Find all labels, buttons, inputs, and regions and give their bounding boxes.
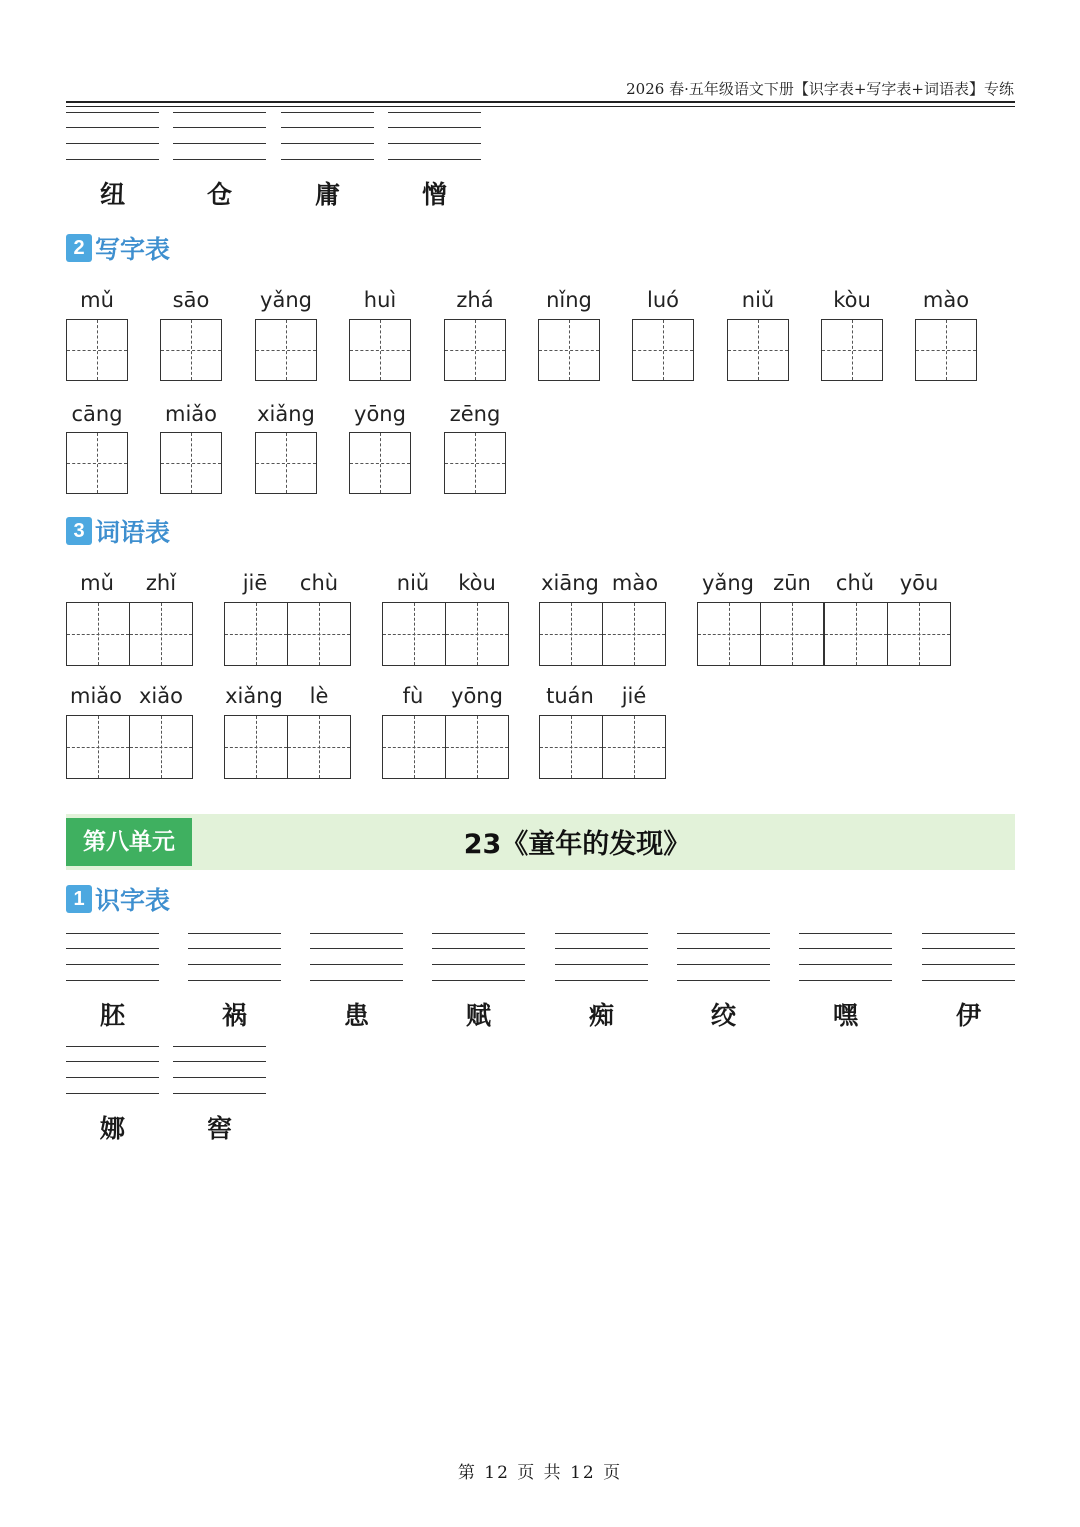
recognize-char: 憎 — [421, 180, 447, 209]
tianzige-box[interactable] — [255, 432, 317, 494]
pinyin-label: zhá — [456, 288, 494, 312]
pinyin-label: sāo — [172, 288, 210, 312]
pinyin-label: yōng — [451, 684, 503, 708]
pinyin-label: miǎo — [164, 402, 217, 426]
recognize-char: 痴 — [588, 1001, 614, 1030]
pinyin-label: zēng — [449, 402, 501, 426]
pinyin-label: tuán — [546, 684, 594, 708]
pinyin-label: mǔ — [80, 571, 114, 595]
pinyin-label: mào — [922, 288, 970, 312]
pinyin-lines — [281, 112, 374, 160]
tianzige-box[interactable] — [632, 319, 694, 381]
section-number: 2 — [66, 234, 92, 262]
tianzige-box[interactable] — [697, 602, 761, 666]
tianzige-box[interactable] — [224, 715, 288, 779]
pinyin-label: xiǎo — [139, 684, 183, 708]
tianzige-box[interactable] — [915, 319, 977, 381]
pinyin-label: yǎng — [702, 571, 754, 595]
recognize-char: 绞 — [710, 1001, 736, 1030]
pinyin-label: jiē — [242, 571, 268, 595]
recognize-char: 窖 — [206, 1114, 232, 1143]
pinyin-label: cāng — [71, 402, 123, 426]
tianzige-box[interactable] — [66, 319, 128, 381]
tianzige-box[interactable] — [129, 715, 193, 779]
pinyin-lines — [66, 933, 159, 981]
tianzige-box[interactable] — [287, 715, 351, 779]
pinyin-label: yōu — [899, 571, 939, 595]
tianzige-box[interactable] — [129, 602, 193, 666]
pinyin-label: nǐng — [546, 288, 592, 312]
pinyin-label: xiǎng — [225, 684, 283, 708]
tianzige-box[interactable] — [602, 715, 666, 779]
tianzige-box[interactable] — [255, 319, 317, 381]
header-rule-thin — [66, 106, 1015, 107]
tianzige-box[interactable] — [727, 319, 789, 381]
tianzige-box[interactable] — [444, 432, 506, 494]
tianzige-box[interactable] — [224, 602, 288, 666]
pinyin-lines — [432, 933, 525, 981]
tianzige-box[interactable] — [160, 319, 222, 381]
tianzige-box[interactable] — [349, 432, 411, 494]
tianzige-box[interactable] — [602, 602, 666, 666]
tianzige-box[interactable] — [287, 602, 351, 666]
pinyin-lines — [173, 1046, 266, 1094]
pinyin-label: xiāng — [541, 571, 599, 595]
recognize-char: 赋 — [465, 1001, 491, 1030]
pinyin-lines — [922, 933, 1015, 981]
pinyin-lines — [173, 112, 266, 160]
pinyin-label: xiǎng — [257, 402, 315, 426]
page-footer: 第 12 页 共 12 页 — [457, 1463, 623, 1483]
tianzige-box[interactable] — [821, 319, 883, 381]
tianzige-box[interactable] — [445, 602, 509, 666]
tianzige-box[interactable] — [444, 319, 506, 381]
header-rule-thick — [66, 101, 1015, 103]
pinyin-label: mào — [611, 571, 659, 595]
pinyin-lines — [66, 1046, 159, 1094]
pinyin-label: yōng — [354, 402, 406, 426]
section-number: 3 — [66, 517, 92, 545]
recognize-char: 嘿 — [832, 1001, 858, 1030]
recognize-char: 伊 — [955, 1001, 981, 1030]
section-heading-write — [66, 232, 170, 264]
pinyin-label: huì — [363, 288, 397, 312]
pinyin-label: luó — [647, 288, 679, 312]
tianzige-box[interactable] — [824, 602, 888, 666]
pinyin-label: jié — [621, 684, 647, 708]
recognize-char: 胚 — [99, 1001, 125, 1030]
section-title: 写字表 — [95, 235, 171, 264]
recognize-char: 庸 — [314, 180, 340, 209]
section-heading-words — [66, 515, 170, 547]
pinyin-lines — [388, 112, 481, 160]
pinyin-label: kòu — [458, 571, 496, 595]
pinyin-lines — [188, 933, 281, 981]
section-number: 1 — [66, 885, 92, 913]
tianzige-box[interactable] — [539, 715, 603, 779]
pinyin-label: zhǐ — [145, 571, 177, 595]
recognize-char: 纽 — [99, 180, 125, 209]
pinyin-lines — [310, 933, 403, 981]
pinyin-lines — [677, 933, 770, 981]
pinyin-label: chǔ — [835, 571, 875, 595]
tianzige-box[interactable] — [160, 432, 222, 494]
pinyin-label: miǎo — [69, 684, 122, 708]
tianzige-box[interactable] — [382, 602, 446, 666]
pinyin-label: mǔ — [80, 288, 114, 312]
pinyin-label: yǎng — [260, 288, 312, 312]
tianzige-box[interactable] — [760, 602, 824, 666]
pinyin-label: niǔ — [396, 571, 430, 595]
tianzige-box[interactable] — [382, 715, 446, 779]
pinyin-lines — [555, 933, 648, 981]
pinyin-label: lè — [309, 684, 329, 708]
tianzige-box[interactable] — [66, 432, 128, 494]
section-title: 词语表 — [95, 518, 171, 547]
recognize-char: 仓 — [206, 180, 232, 209]
section-title: 识字表 — [95, 886, 171, 915]
pinyin-label: kòu — [833, 288, 871, 312]
pinyin-label: niǔ — [741, 288, 775, 312]
section-heading-recognize — [66, 883, 170, 915]
tianzige-box[interactable] — [349, 319, 411, 381]
tianzige-box[interactable] — [445, 715, 509, 779]
pinyin-label: zūn — [773, 571, 811, 595]
recognize-char: 祸 — [221, 1001, 247, 1030]
tianzige-box[interactable] — [66, 602, 130, 666]
unit-tag: 第八单元 — [66, 818, 192, 866]
document-header-title: 2026 春·五年级语文下册【识字表+写字表+词语表】专练 — [626, 80, 1014, 98]
pinyin-label: chù — [299, 571, 339, 595]
pinyin-label: fù — [402, 684, 424, 708]
pinyin-lines — [66, 112, 159, 160]
tianzige-box[interactable] — [66, 715, 130, 779]
pinyin-lines — [799, 933, 892, 981]
tianzige-box[interactable] — [538, 319, 600, 381]
tianzige-box[interactable] — [539, 602, 603, 666]
recognize-char: 娜 — [99, 1114, 125, 1143]
tianzige-box[interactable] — [887, 602, 951, 666]
recognize-char: 患 — [343, 1001, 369, 1030]
lesson-title: 23《童年的发现》 — [463, 829, 691, 860]
